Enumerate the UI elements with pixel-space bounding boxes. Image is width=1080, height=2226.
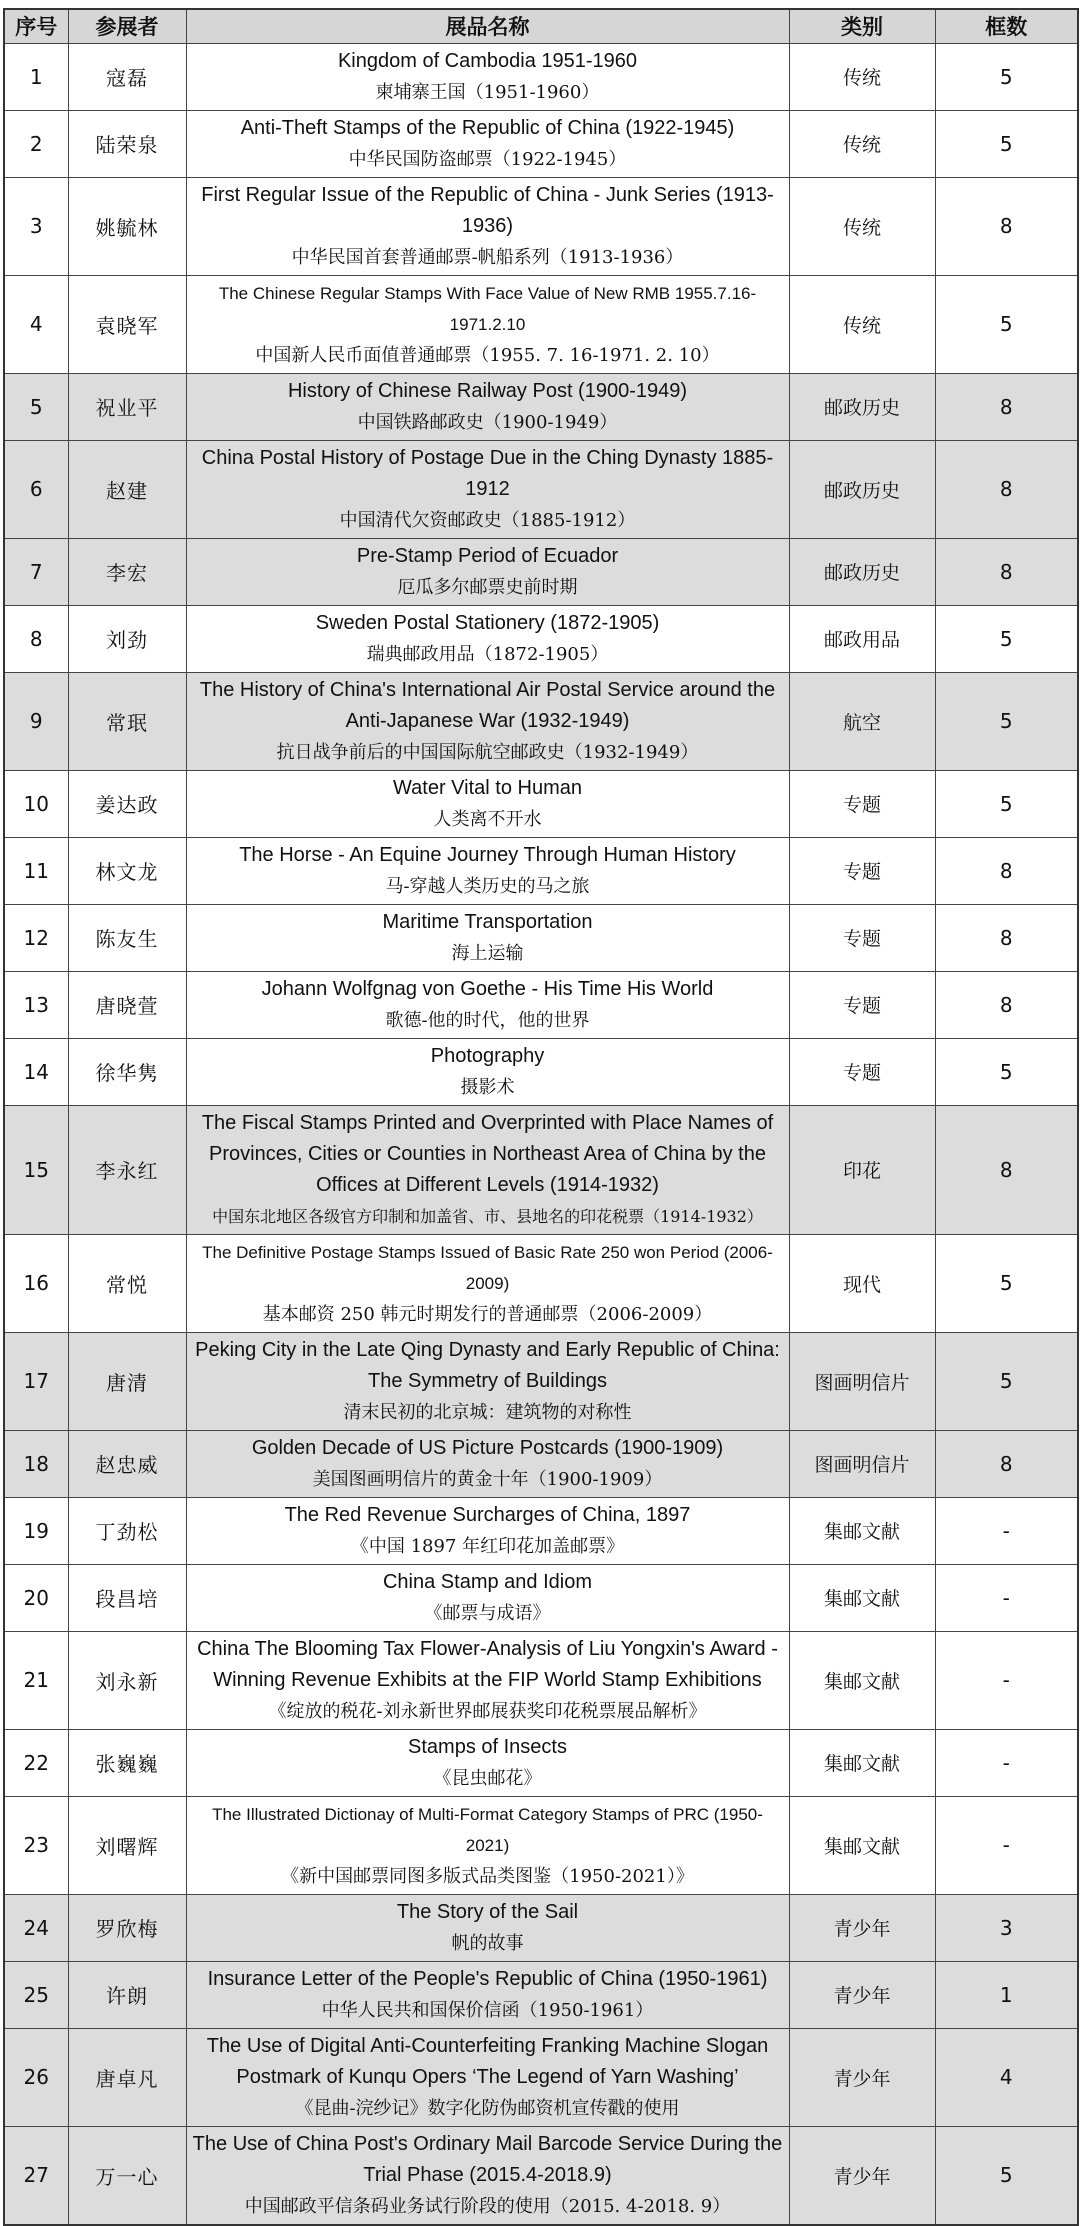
- exhibit-title-cell: [186, 177, 789, 275]
- title-english-line: Johann Wolfgnag von Goethe - His Time His World: [261, 977, 714, 1000]
- header-frames: 框数: [935, 9, 1078, 43]
- exhibitor-cell: 姜达政: [68, 770, 186, 837]
- header-exhibit-title: 展品名称: [186, 9, 789, 43]
- title-english-line: Anti-Japanese War (1932-1949): [345, 709, 630, 732]
- title-chinese-line: 中国清代欠资邮政史（1885-1912）: [339, 509, 636, 531]
- table-row: [4, 2028, 1078, 2126]
- serial-no-cell: 15: [4, 1105, 68, 1234]
- title-chinese-line: 帆的故事: [451, 1932, 524, 1954]
- serial-no-cell: 6: [4, 440, 68, 538]
- frames-cell: 5: [935, 275, 1078, 373]
- category-cell: 传统: [789, 43, 935, 110]
- title-chinese-line: 中华民国防盗邮票（1922-1945）: [348, 148, 627, 170]
- frames-cell: 8: [935, 440, 1078, 538]
- exhibit-title-cell: [186, 904, 789, 971]
- table-row: [4, 770, 1078, 837]
- title-chinese-line: 清末民初的北京城：建筑物的对称性: [343, 1401, 632, 1423]
- exhibitor-cell: 李永红: [68, 1105, 186, 1234]
- serial-no-cell: 20: [4, 1564, 68, 1631]
- exhibitor-cell: 林文龙: [68, 837, 186, 904]
- frames-cell: 5: [935, 43, 1078, 110]
- exhibitor-cell: 张巍巍: [68, 1729, 186, 1796]
- table-row: [4, 837, 1078, 904]
- title-chinese-line: 《邮票与成语》: [424, 1602, 551, 1624]
- exhibit-title-cell: [186, 43, 789, 110]
- title-chinese-line: 中国新人民币面值普通邮票（1955. 7. 16-1971. 2. 10）: [255, 344, 720, 366]
- header-serial-no: 序号: [4, 9, 68, 43]
- table-row: [4, 177, 1078, 275]
- title-chinese-line: 海上运输: [451, 942, 524, 964]
- exhibit-title-cell: [186, 1234, 789, 1332]
- exhibitor-cell: 唐卓凡: [68, 2028, 186, 2126]
- table-row: [4, 1961, 1078, 2028]
- title-chinese-line: 美国图画明信片的黄金十年（1900-1909）: [312, 1468, 663, 1490]
- serial-no-cell: 26: [4, 2028, 68, 2126]
- table-row: [4, 440, 1078, 538]
- title-chinese-line: 中国邮政平信条码业务试行阶段的使用（2015. 4-2018. 9）: [244, 2195, 731, 2217]
- table-row: [4, 2126, 1078, 2225]
- title-chinese-line: 中国铁路邮政史（1900-1949）: [357, 411, 618, 433]
- title-english-line: The Use of Digital Anti-Counterfeiting Franking Machine Slogan: [206, 2034, 769, 2057]
- category-cell: 图画明信片: [789, 1332, 935, 1430]
- title-chinese-line: 摄影术: [460, 1076, 515, 1098]
- exhibitor-cell: 赵建: [68, 440, 186, 538]
- category-cell: 邮政历史: [789, 440, 935, 538]
- title-english-line: Sweden Postal Stationery (1872-1905): [315, 611, 660, 634]
- title-english-line: The Story of the Sail: [396, 1900, 579, 1923]
- title-english-line: The Chinese Regular Stamps With Face Value of New RMB 1955.7.16-1971.2.10: [218, 283, 757, 334]
- category-cell: 图画明信片: [789, 1430, 935, 1497]
- exhibit-title-cell: [186, 2028, 789, 2126]
- table-row: [4, 1497, 1078, 1564]
- category-cell: 传统: [789, 275, 935, 373]
- frames-cell: 8: [935, 837, 1078, 904]
- table-row: [4, 1234, 1078, 1332]
- exhibit-title-cell: [186, 275, 789, 373]
- frames-cell: 8: [935, 1430, 1078, 1497]
- exhibit-title-cell: [186, 440, 789, 538]
- table-row: [4, 1631, 1078, 1729]
- exhibitor-cell: 常悦: [68, 1234, 186, 1332]
- serial-no-cell: 27: [4, 2126, 68, 2225]
- title-english-line: Kingdom of Cambodia 1951-1960: [337, 49, 638, 72]
- serial-no-cell: 22: [4, 1729, 68, 1796]
- exhibitor-cell: 丁劲松: [68, 1497, 186, 1564]
- title-chinese-line: 中华民国首套普通邮票-帆船系列（1913-1936）: [291, 246, 684, 268]
- title-chinese-line: 歌德-他的时代，他的世界: [385, 1009, 590, 1031]
- table-row: [4, 1894, 1078, 1961]
- category-cell: 专题: [789, 1038, 935, 1105]
- table-row: [4, 43, 1078, 110]
- exhibitor-cell: 赵忠威: [68, 1430, 186, 1497]
- header-exhibitor: 参展者: [68, 9, 186, 43]
- category-cell: 集邮文献: [789, 1631, 935, 1729]
- title-chinese-line: 瑞典邮政用品（1872-1905）: [366, 643, 609, 665]
- table-row: [4, 373, 1078, 440]
- exhibit-title-cell: [186, 1497, 789, 1564]
- title-chinese-line: 《昆曲-浣纱记》数字化防伪邮资机宣传戳的使用: [295, 2097, 680, 2119]
- exhibitor-cell: 刘永新: [68, 1631, 186, 1729]
- table-row: [4, 538, 1078, 605]
- category-cell: 青少年: [789, 1961, 935, 2028]
- table-body: [4, 43, 1078, 2225]
- category-cell: 邮政历史: [789, 538, 935, 605]
- title-english-line: The Definitive Postage Stamps Issued of Basic Rate 250 won Period (2006-2009): [202, 1242, 773, 1293]
- title-english-line: The History of China's International Air Postal Service around the: [199, 678, 776, 701]
- frames-cell: 5: [935, 672, 1078, 770]
- title-english-line: The Horse - An Equine Journey Through Human History: [239, 843, 736, 866]
- frames-cell: 5: [935, 110, 1078, 177]
- title-chinese-line: 马-穿越人类历史的马之旅: [385, 875, 590, 897]
- category-cell: 现代: [789, 1234, 935, 1332]
- title-english-line: Maritime Transportation: [382, 910, 593, 933]
- serial-no-cell: 1: [4, 43, 68, 110]
- frames-cell: -: [935, 1796, 1078, 1894]
- table-row: [4, 110, 1078, 177]
- table-row: [4, 971, 1078, 1038]
- exhibitor-cell: 罗欣梅: [68, 1894, 186, 1961]
- title-english-line: Provinces, Cities or Counties in Northeast Area of China by the: [209, 1142, 766, 1165]
- category-cell: 青少年: [789, 1894, 935, 1961]
- exhibitor-cell: 陈友生: [68, 904, 186, 971]
- exhibitor-cell: 段昌培: [68, 1564, 186, 1631]
- title-english-line: The Red Revenue Surcharges of China, 1897: [284, 1503, 691, 1526]
- title-english-line: Insurance Letter of the People's Republic of China (1950-1961): [207, 1967, 768, 1990]
- exhibitor-cell: 姚毓林: [68, 177, 186, 275]
- title-chinese-line: 人类离不开水: [433, 808, 542, 830]
- title-english-line: Postmark of Kunqu Opers ‘The Legend of Yarn Washing’: [236, 2065, 739, 2088]
- serial-no-cell: 13: [4, 971, 68, 1038]
- frames-cell: -: [935, 1631, 1078, 1729]
- title-english-line: The Use of China Post's Ordinary Mail Barcode Service During the: [192, 2132, 783, 2155]
- exhibitor-cell: 常珉: [68, 672, 186, 770]
- category-cell: 专题: [789, 904, 935, 971]
- frames-cell: 8: [935, 538, 1078, 605]
- serial-no-cell: 8: [4, 605, 68, 672]
- exhibit-title-cell: [186, 1894, 789, 1961]
- serial-no-cell: 25: [4, 1961, 68, 2028]
- serial-no-cell: 21: [4, 1631, 68, 1729]
- exhibit-title-cell: [186, 1631, 789, 1729]
- frames-cell: 5: [935, 2126, 1078, 2225]
- frames-cell: 5: [935, 1332, 1078, 1430]
- title-chinese-line: 《新中国邮票同图多版式品类图鉴（1950-2021）》: [281, 1865, 694, 1887]
- title-chinese-line: 《绽放的税花-刘永新世界邮展获奖印花税票展品解析》: [268, 1700, 707, 1722]
- table-header: [4, 9, 1078, 43]
- title-english-line: Photography: [430, 1044, 545, 1067]
- frames-cell: -: [935, 1729, 1078, 1796]
- exhibit-title-cell: [186, 1961, 789, 2028]
- frames-cell: 5: [935, 1234, 1078, 1332]
- title-english-line: China Stamp and Idiom: [382, 1570, 592, 1593]
- title-english-line: Offices at Different Levels (1914-1932): [316, 1173, 659, 1196]
- table-row: [4, 1564, 1078, 1631]
- frames-cell: 8: [935, 373, 1078, 440]
- serial-no-cell: 17: [4, 1332, 68, 1430]
- category-cell: 集邮文献: [789, 1796, 935, 1894]
- title-english-line: Anti-Theft Stamps of the Republic of China (1922-1945): [240, 116, 735, 139]
- category-cell: 航空: [789, 672, 935, 770]
- exhibit-title-cell: [186, 1430, 789, 1497]
- category-cell: 专题: [789, 770, 935, 837]
- title-english-line: The Illustrated Dictionay of Multi-Format Category Stamps of PRC (1950-2021): [212, 1804, 763, 1855]
- category-cell: 专题: [789, 837, 935, 904]
- serial-no-cell: 11: [4, 837, 68, 904]
- table-row: [4, 1729, 1078, 1796]
- title-english-line: The Fiscal Stamps Printed and Overprinted with Place Names of: [201, 1111, 774, 1134]
- category-cell: 集邮文献: [789, 1729, 935, 1796]
- serial-no-cell: 7: [4, 538, 68, 605]
- title-english-line: China Postal History of Postage Due in the Ching Dynasty 1885-1912: [201, 446, 774, 500]
- exhibit-title-cell: [186, 1105, 789, 1234]
- exhibit-title-cell: [186, 1796, 789, 1894]
- exhibit-title-cell: [186, 1332, 789, 1430]
- title-chinese-line: 抗日战争前后的中国国际航空邮政史（1932-1949）: [276, 741, 699, 763]
- frames-cell: 8: [935, 1105, 1078, 1234]
- frames-cell: 8: [935, 971, 1078, 1038]
- exhibit-title-cell: [186, 373, 789, 440]
- exhibitor-cell: 刘劲: [68, 605, 186, 672]
- table-row: [4, 605, 1078, 672]
- serial-no-cell: 14: [4, 1038, 68, 1105]
- exhibitor-cell: 祝业平: [68, 373, 186, 440]
- table-row: [4, 275, 1078, 373]
- title-english-line: Golden Decade of US Picture Postcards (1900-1909): [251, 1436, 724, 1459]
- frames-cell: 8: [935, 177, 1078, 275]
- title-chinese-line: 中华人民共和国保价信函（1950-1961）: [321, 1999, 654, 2021]
- category-cell: 集邮文献: [789, 1564, 935, 1631]
- title-english-line: History of Chinese Railway Post (1900-1949): [287, 379, 688, 402]
- exhibitor-cell: 唐清: [68, 1332, 186, 1430]
- table-row: [4, 1430, 1078, 1497]
- category-cell: 传统: [789, 110, 935, 177]
- exhibitor-cell: 李宏: [68, 538, 186, 605]
- exhibitor-cell: 万一心: [68, 2126, 186, 2225]
- exhibitor-cell: 陆荣泉: [68, 110, 186, 177]
- serial-no-cell: 9: [4, 672, 68, 770]
- frames-cell: 8: [935, 904, 1078, 971]
- title-english-line: Stamps of Insects: [408, 1735, 567, 1758]
- title-english-line: The Symmetry of Buildings: [368, 1369, 607, 1392]
- category-cell: 邮政用品: [789, 605, 935, 672]
- category-cell: 青少年: [789, 2028, 935, 2126]
- category-cell: 邮政历史: [789, 373, 935, 440]
- serial-no-cell: 19: [4, 1497, 68, 1564]
- title-english-line: Trial Phase (2015.4-2018.9): [363, 2163, 612, 2186]
- title-chinese-line: 《中国 1897 年红印花加盖邮票》: [350, 1535, 625, 1557]
- serial-no-cell: 5: [4, 373, 68, 440]
- title-english-line: Winning Revenue Exhibits at the FIP World Stamp Exhibitions: [213, 1668, 762, 1691]
- serial-no-cell: 24: [4, 1894, 68, 1961]
- serial-no-cell: 10: [4, 770, 68, 837]
- frames-cell: -: [935, 1497, 1078, 1564]
- exhibit-title-cell: [186, 538, 789, 605]
- exhibitor-cell: 唐晓萱: [68, 971, 186, 1038]
- category-cell: 青少年: [789, 2126, 935, 2225]
- frames-cell: -: [935, 1564, 1078, 1631]
- serial-no-cell: 3: [4, 177, 68, 275]
- exhibit-title-cell: [186, 110, 789, 177]
- frames-cell: 5: [935, 1038, 1078, 1105]
- serial-no-cell: 12: [4, 904, 68, 971]
- table-row: [4, 1796, 1078, 1894]
- frames-cell: 5: [935, 605, 1078, 672]
- title-chinese-line: 《昆虫邮花》: [433, 1767, 542, 1789]
- title-english-line: First Regular Issue of the Republic of China - Junk Series (1913-1936): [201, 183, 774, 237]
- exhibit-title-cell: [186, 672, 789, 770]
- table-row: [4, 904, 1078, 971]
- table-row: [4, 672, 1078, 770]
- exhibit-title-cell: [186, 770, 789, 837]
- exhibit-title-cell: [186, 1564, 789, 1631]
- exhibit-table: [3, 8, 1079, 2226]
- title-english-line: China The Blooming Tax Flower-Analysis of Liu Yongxin's Award -: [197, 1637, 778, 1660]
- category-cell: 专题: [789, 971, 935, 1038]
- frames-cell: 5: [935, 770, 1078, 837]
- header-category: 类别: [789, 9, 935, 43]
- serial-no-cell: 4: [4, 275, 68, 373]
- serial-no-cell: 16: [4, 1234, 68, 1332]
- title-english-line: Water Vital to Human: [393, 776, 582, 799]
- frames-cell: 3: [935, 1894, 1078, 1961]
- category-cell: 传统: [789, 177, 935, 275]
- exhibit-title-cell: [186, 971, 789, 1038]
- exhibit-title-cell: [186, 1038, 789, 1105]
- serial-no-cell: 2: [4, 110, 68, 177]
- title-english-line: Pre-Stamp Period of Ecuador: [356, 544, 619, 567]
- exhibit-title-cell: [186, 2126, 789, 2225]
- frames-cell: 4: [935, 2028, 1078, 2126]
- title-chinese-line: 柬埔寨王国（1951-1960）: [375, 81, 600, 103]
- serial-no-cell: 18: [4, 1430, 68, 1497]
- exhibitor-cell: 袁晓军: [68, 275, 186, 373]
- serial-no-cell: 23: [4, 1796, 68, 1894]
- category-cell: 集邮文献: [789, 1497, 935, 1564]
- table-row: [4, 1332, 1078, 1430]
- exhibit-title-cell: [186, 1729, 789, 1796]
- exhibitor-cell: 寇磊: [68, 43, 186, 110]
- table-row: [4, 1105, 1078, 1234]
- title-english-line: Peking City in the Late Qing Dynasty and Early Republic of China:: [195, 1338, 780, 1361]
- exhibitor-cell: 刘曙辉: [68, 1796, 186, 1894]
- exhibitor-cell: 许朗: [68, 1961, 186, 2028]
- exhibit-title-cell: [186, 605, 789, 672]
- exhibitor-cell: 徐华隽: [68, 1038, 186, 1105]
- frames-cell: 1: [935, 1961, 1078, 2028]
- title-chinese-line: 基本邮资 250 韩元时期发行的普通邮票（2006-2009）: [262, 1303, 713, 1325]
- title-chinese-line: 中国东北地区各级官方印制和加盖省、市、县地名的印花税票（1914-1932）: [212, 1206, 763, 1226]
- exhibit-title-cell: [186, 837, 789, 904]
- table-row: [4, 1038, 1078, 1105]
- category-cell: 印花: [789, 1105, 935, 1234]
- title-chinese-line: 厄瓜多尔邮票史前时期: [397, 576, 578, 598]
